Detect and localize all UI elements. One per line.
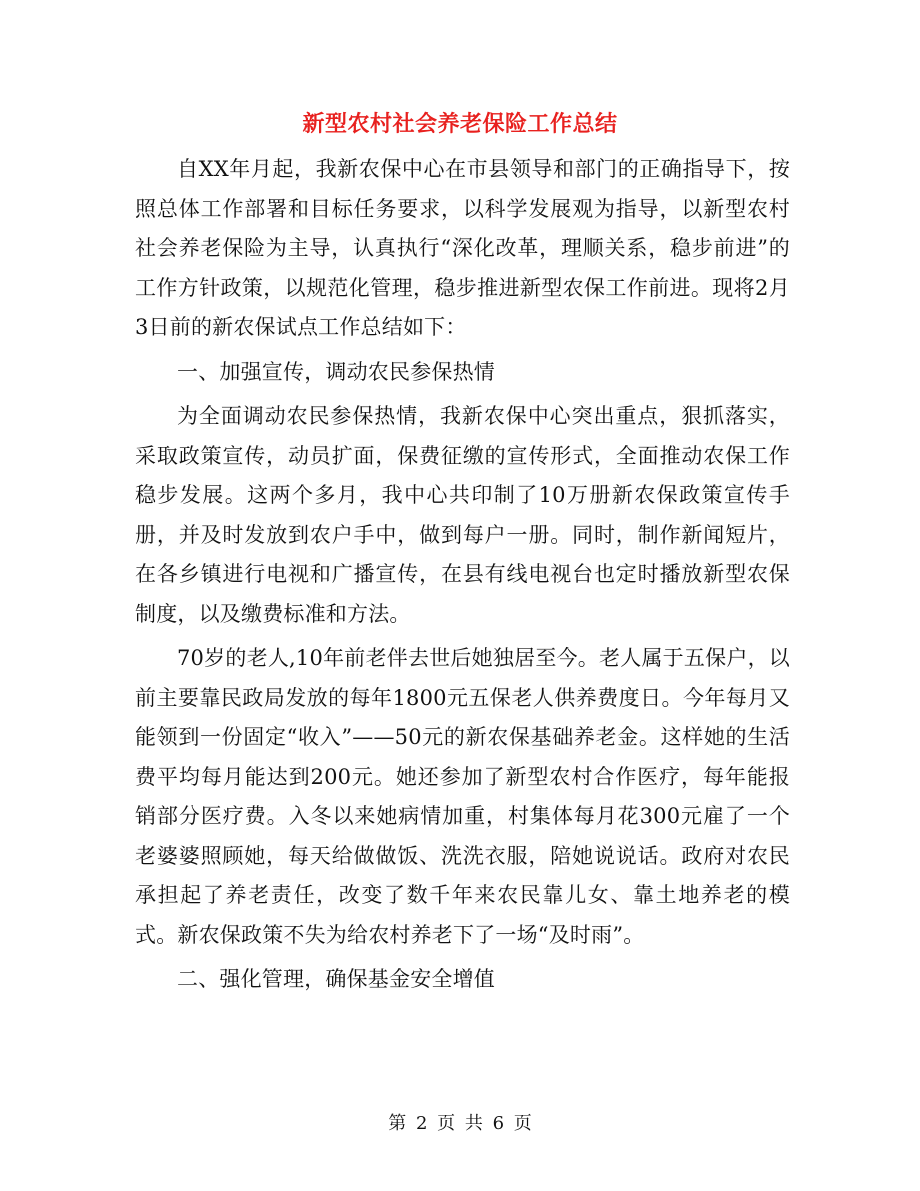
page-number-footer: 第 2 页 共 6 页 (388, 1113, 532, 1134)
document-body (135, 150, 790, 1000)
publicity-paragraph: 为全面调动农民参保热情，我新农保中心突出重点，狠抓落实，采取政策宣传，动员扩面，保费征缴的宣传形式，全面推动农保工作稳步发展。这两个多月，我中心共印制了10万册新农保政策宣传手册，并及时发放到农户手中，做到每户一册。同时，制作新闻短片，在各乡镇进行电视和广播宣传，在县有线电视台也定时播放新型农保制度，以及缴费标准和方法。 (135, 404, 790, 626)
elderly-case-paragraph: 70岁的老人,10年前老伴去世后她独居至今。老人属于五保户，以前主要靠民政局发放的每年1800元五保老人供养费度日。今年每月又能领到一份固定“收入”——50元的新农保基础养老金。这样她的生活费平均每月能达到200元。她还参加了新型农村合作医疗，每年能报销部分医疗费。入冬以来她病情加重，村集体每月花300元雇了一个老婆婆照顾她，每天给做做饭、洗洗衣服，陪她说说话。政府对农民承担起了养老责任，改变了数千年来农民靠儿女、靠土地养老的模式。新农保政策不失为给农村养老下了一场“及时雨”。 (135, 646, 790, 947)
section-heading-2: 二、强化管理，确保基金安全增值 (177, 967, 495, 991)
intro-paragraph: 自XX年月起，我新农保中心在市县领导和部门的正确指导下，按照总体工作部署和目标任务要求，以科学发展观为指导，以新型农村社会养老保险为主导，认真执行“深化改革，理顺关系，稳步前进”的工作方针政策，以规范化管理，稳步推进新型农保工作前进。现将2月3日前的新农保试点工作总结如下： (135, 157, 790, 339)
document-title: 新型农村社会养老保险工作总结 (302, 111, 618, 137)
section-heading-1: 一、加强宣传，调动农民参保热情 (177, 359, 495, 384)
